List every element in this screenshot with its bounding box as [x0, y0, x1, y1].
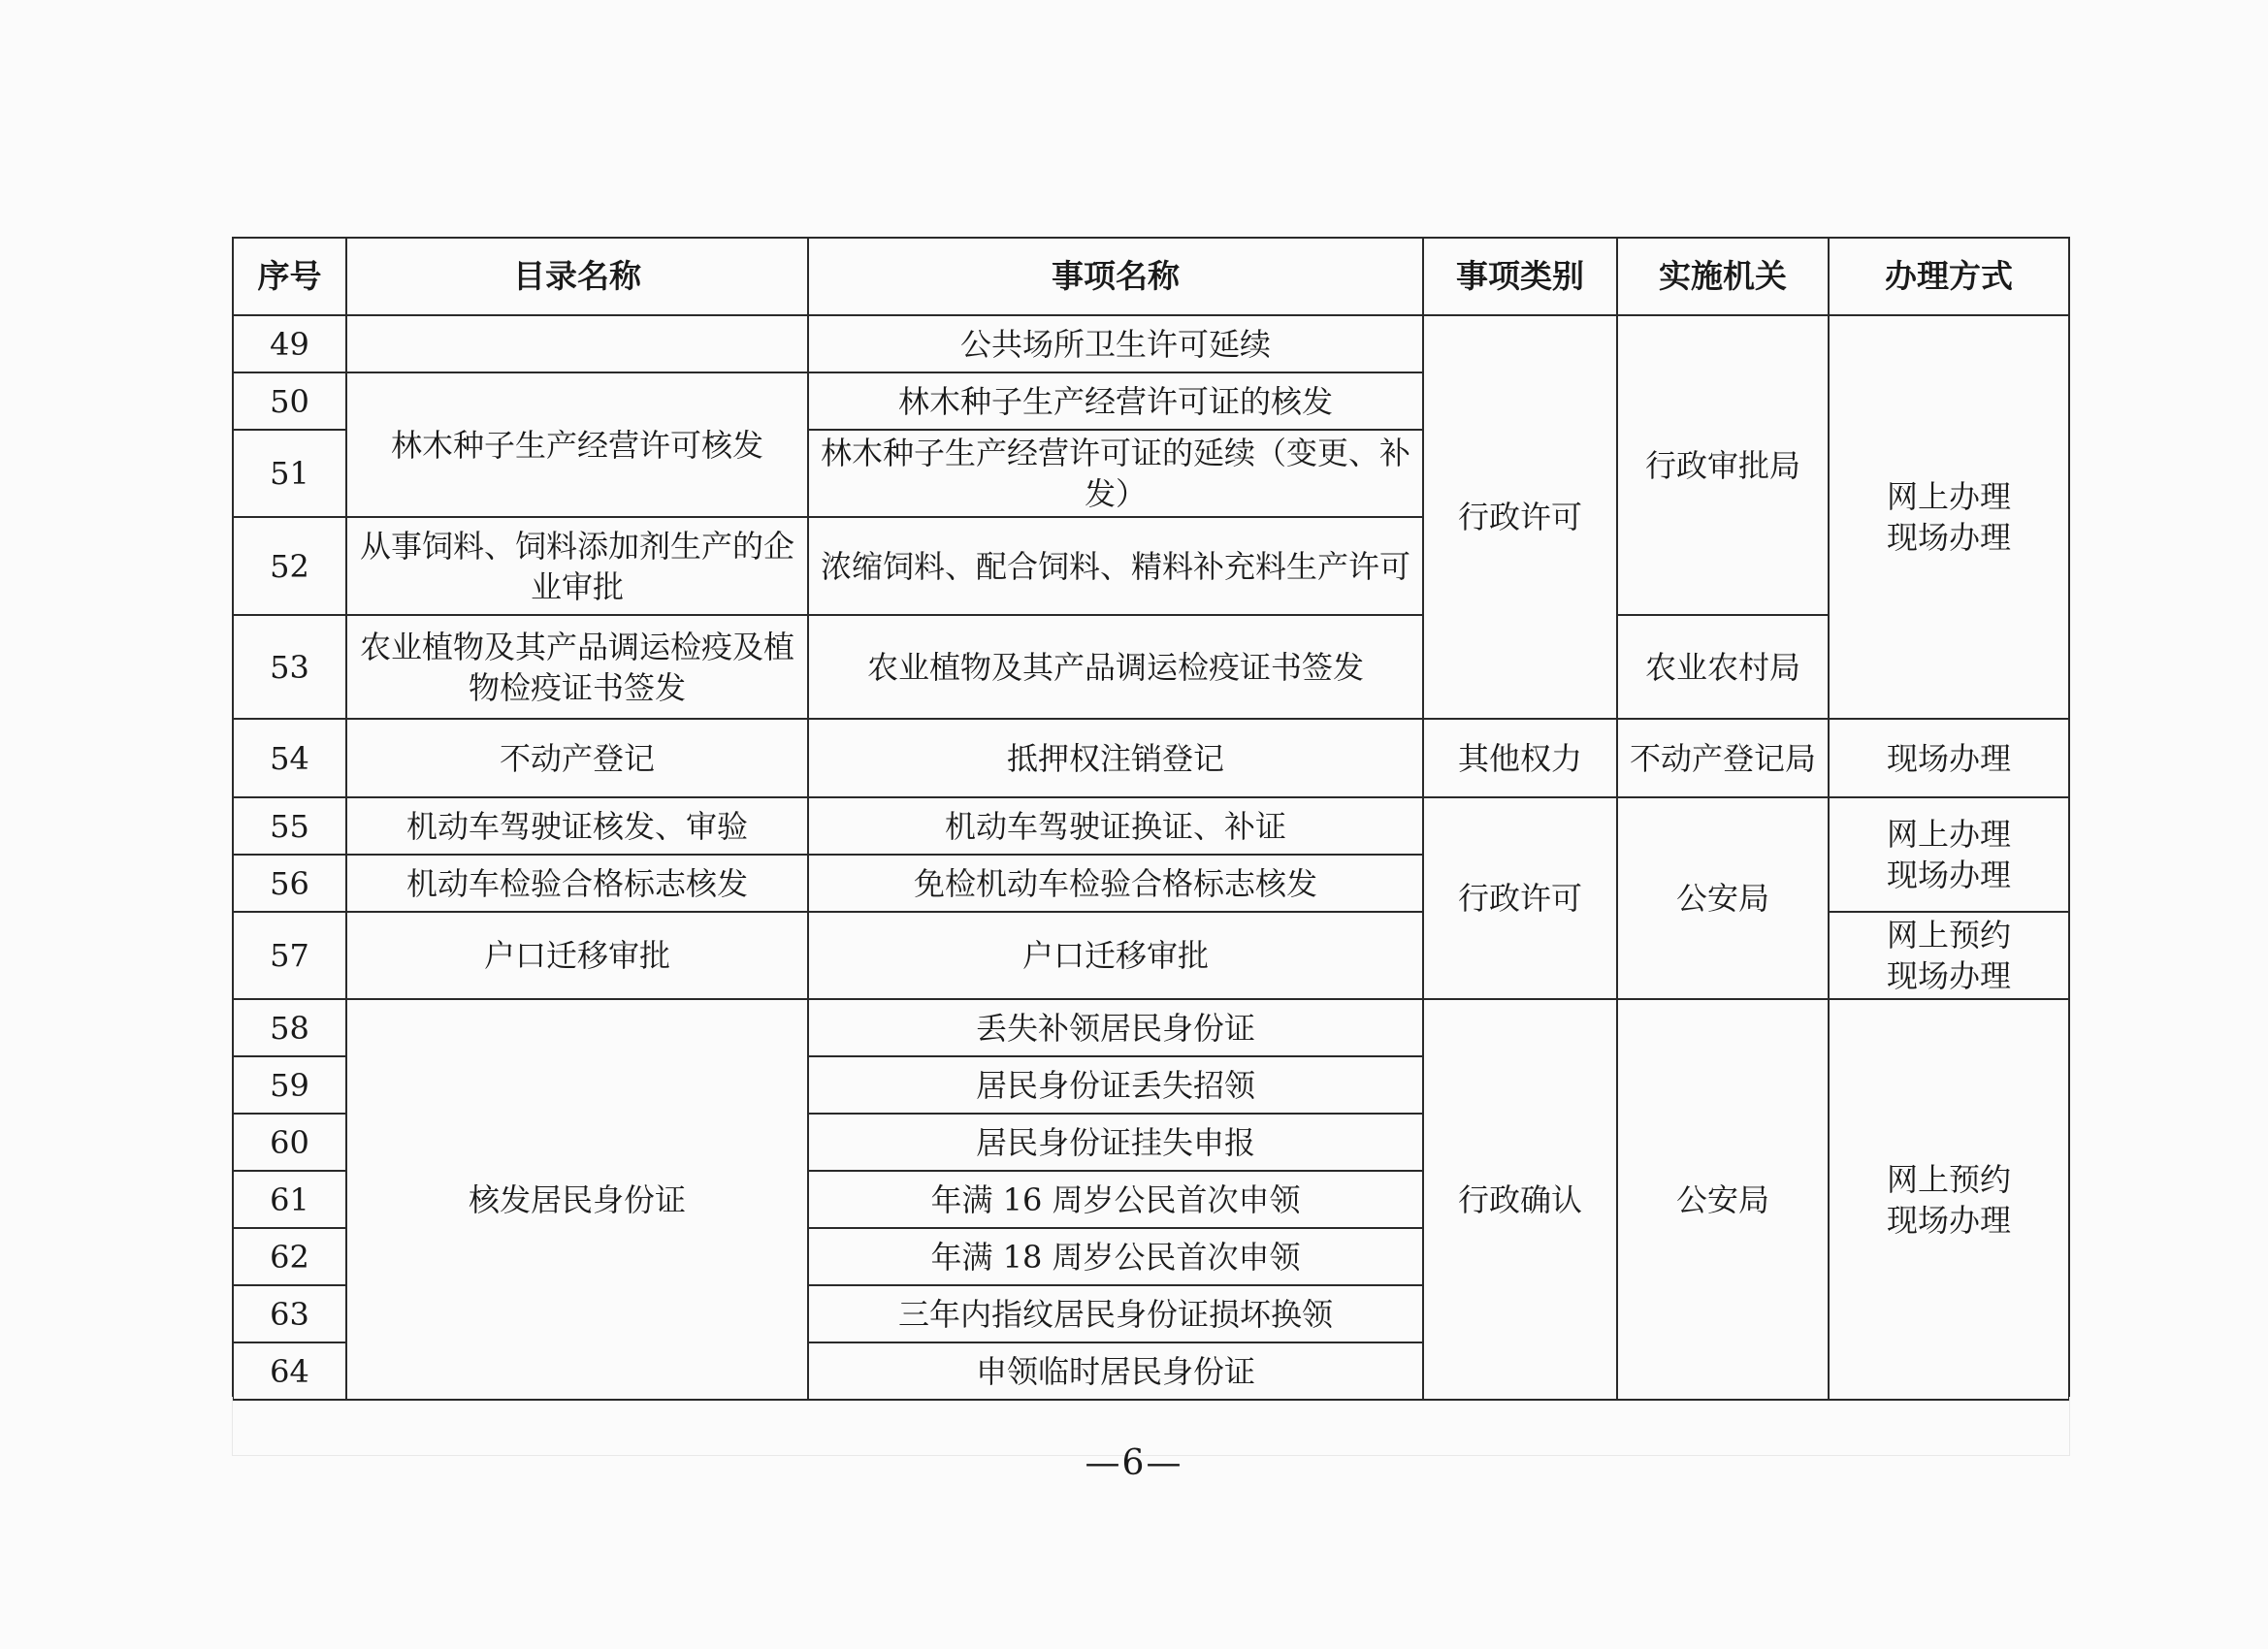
item-cell: 年满 18 周岁公民首次申领 [808, 1228, 1423, 1285]
serial-cell: 49 [233, 315, 346, 372]
serial-cell: 56 [233, 855, 346, 912]
agency-cell: 行政审批局 [1617, 315, 1829, 615]
method-cell: 网上办理 现场办理 [1829, 315, 2069, 719]
item-cell: 农业植物及其产品调运检疫证书签发 [808, 615, 1423, 719]
item-cell: 免检机动车检验合格标志核发 [808, 855, 1423, 912]
serial-cell: 62 [233, 1228, 346, 1285]
items-table [232, 237, 2070, 1401]
agency-cell: 公安局 [1617, 999, 1829, 1400]
table-row [233, 315, 2069, 372]
agency-cell: 农业农村局 [1617, 615, 1829, 719]
serial-cell: 60 [233, 1114, 346, 1171]
table-row [233, 719, 2069, 797]
item-cell: 抵押权注销登记 [808, 719, 1423, 797]
catalog-cell: 不动产登记 [346, 719, 808, 797]
item-cell: 申领临时居民身份证 [808, 1342, 1423, 1400]
serial-cell: 52 [233, 517, 346, 615]
category-cell: 其他权力 [1423, 719, 1617, 797]
header-method: 办理方式 [1829, 238, 2069, 315]
header-item: 事项名称 [808, 238, 1423, 315]
serial-cell: 61 [233, 1171, 346, 1228]
catalog-cell: 林木种子生产经营许可核发 [346, 372, 808, 517]
serial-cell: 59 [233, 1056, 346, 1114]
item-cell: 居民身份证挂失申报 [808, 1114, 1423, 1171]
agency-cell: 不动产登记局 [1617, 719, 1829, 797]
category-cell: 行政许可 [1423, 315, 1617, 719]
serial-cell: 64 [233, 1342, 346, 1400]
catalog-cell: 核发居民身份证 [346, 999, 808, 1400]
header-agency: 实施机关 [1617, 238, 1829, 315]
item-cell: 户口迁移审批 [808, 912, 1423, 999]
header-catalog: 目录名称 [346, 238, 808, 315]
item-cell: 浓缩饲料、配合饲料、精料补充料生产许可 [808, 517, 1423, 615]
catalog-cell: 农业植物及其产品调运检疫及植 物检疫证书签发 [346, 615, 808, 719]
serial-cell: 51 [233, 430, 346, 517]
method-cell: 网上预约 现场办理 [1829, 999, 2069, 1400]
item-cell: 三年内指纹居民身份证损坏换领 [808, 1285, 1423, 1342]
catalog-cell: 机动车检验合格标志核发 [346, 855, 808, 912]
serial-cell: 50 [233, 372, 346, 430]
item-cell: 林木种子生产经营许可证的延续（变更、补 发） [808, 430, 1423, 517]
catalog-cell [346, 315, 808, 372]
header-serial: 序号 [233, 238, 346, 315]
serial-cell: 58 [233, 999, 346, 1056]
category-cell: 行政确认 [1423, 999, 1617, 1400]
method-cell: 网上预约 现场办理 [1829, 912, 2069, 999]
table-row [233, 615, 2069, 719]
item-cell: 机动车驾驶证换证、补证 [808, 797, 1423, 855]
item-cell: 居民身份证丢失招领 [808, 1056, 1423, 1114]
agency-cell: 公安局 [1617, 797, 1829, 999]
catalog-cell: 从事饲料、饲料添加剂生产的企 业审批 [346, 517, 808, 615]
header-category: 事项类别 [1423, 238, 1617, 315]
catalog-cell: 户口迁移审批 [346, 912, 808, 999]
item-cell: 林木种子生产经营许可证的核发 [808, 372, 1423, 430]
method-cell: 现场办理 [1829, 719, 2069, 797]
table-row [233, 797, 2069, 855]
catalog-cell: 机动车驾驶证核发、审验 [346, 797, 808, 855]
serial-cell: 53 [233, 615, 346, 719]
item-cell: 年满 16 周岁公民首次申领 [808, 1171, 1423, 1228]
serial-cell: 54 [233, 719, 346, 797]
table-row [233, 999, 2069, 1056]
page-number: —6— [1085, 1443, 1183, 1483]
item-cell: 丢失补领居民身份证 [808, 999, 1423, 1056]
category-cell: 行政许可 [1423, 797, 1617, 999]
serial-cell: 63 [233, 1285, 346, 1342]
table-header-row [233, 238, 2069, 315]
method-cell: 网上办理 现场办理 [1829, 797, 2069, 912]
item-cell: 公共场所卫生许可延续 [808, 315, 1423, 372]
serial-cell: 57 [233, 912, 346, 999]
serial-cell: 55 [233, 797, 346, 855]
